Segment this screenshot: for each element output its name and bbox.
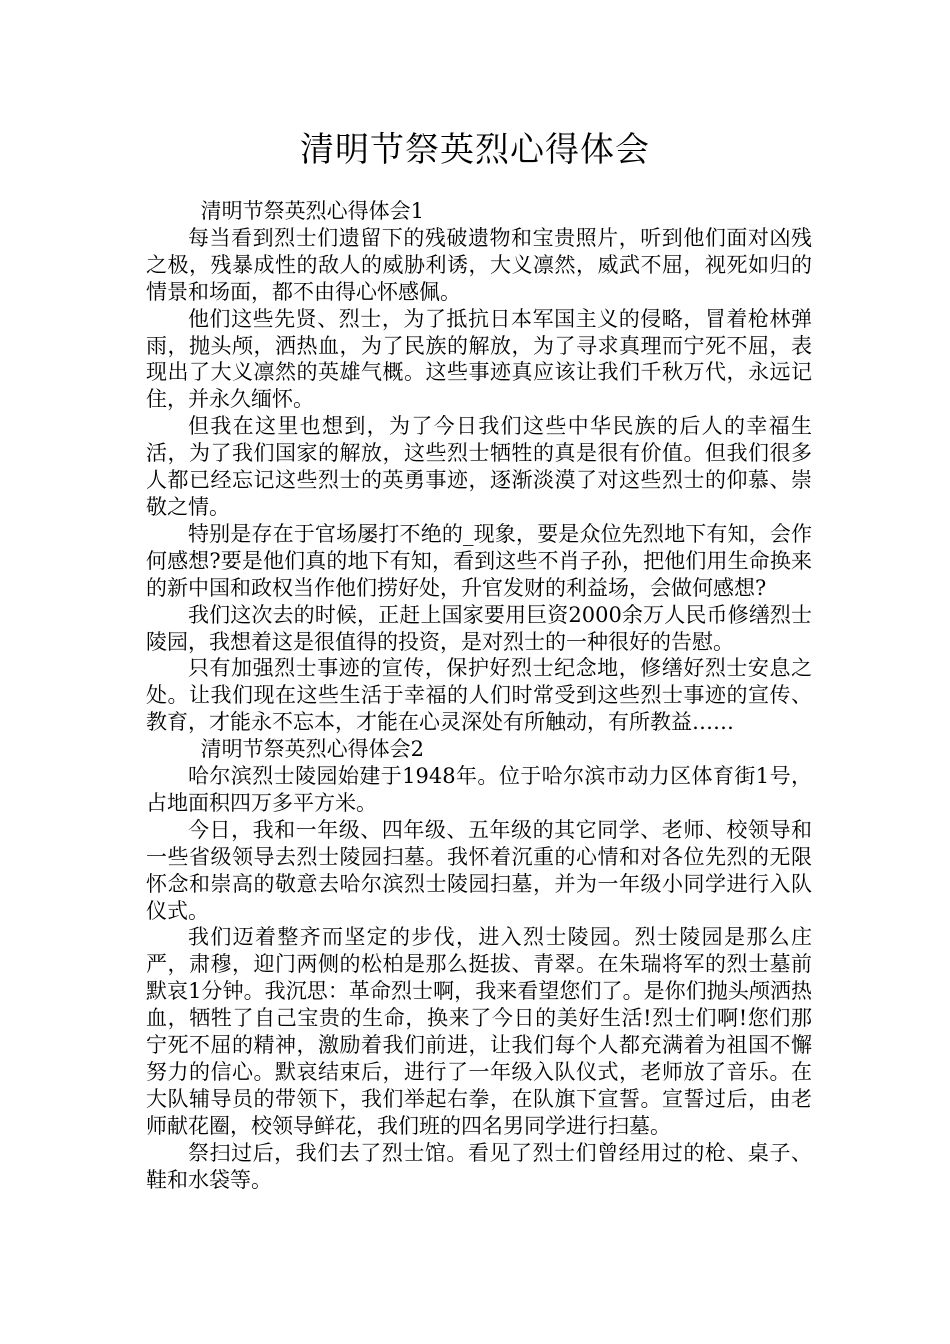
- section-heading: 清明节祭英烈心得体会1: [200, 199, 424, 223]
- paragraph: 特别是存在于官场屡打不绝的_现象，要是众位先烈地下有知，会作何感想?要是他们真的地下有知，看到这些不肖子孙，把他们用生命换来的新中国和政权当作他们捞好处，升官发财的利益场，会做何感想?: [146, 521, 812, 600]
- paragraph: 今日，我和一年级、四年级、五年级的其它同学、老师、校领导和一些省级领导去烈士陵园扫墓。我怀着沉重的心情和对各位先烈的无限怀念和崇高的敬意去哈尔滨烈士陵园扫墓，并为一年级小同学进行入队仪式。: [146, 817, 812, 923]
- paragraph: 我们这次去的时候，正赶上国家要用巨资2000余万人民币修缮烈士陵园，我想着这是很值得的投资，是对烈士的一种很好的告慰。: [146, 602, 812, 654]
- paragraph: 哈尔滨烈士陵园始建于1948年。位于哈尔滨市动力区体育街1号，占地面积四万多平方米。: [146, 764, 812, 815]
- paragraph: 祭扫过后，我们去了烈士馆。看见了烈士们曾经用过的枪、桌子、鞋和水袋等。: [146, 1140, 812, 1192]
- section-2: [146, 736, 812, 1193]
- paragraph: 我们迈着整齐而坚定的步伐，进入烈士陵园。烈士陵园是那么庄严，肃穆，迎门两侧的松柏是那么挺拔、青翠。在朱瑞将军的烈士墓前默哀1分钟。我沉思：革命烈士啊，我来看望您们了。是你们抛头颅洒热血，牺牲了自己宝贵的生命，换来了今日的美好生活!烈士们啊!您们那宁死不屈的精神，激励着我们前进，让我们每个人都充满着为祖国不懈努力的信心。默哀结束后，进行了一年级入队仪式，老师放了音乐。在大队辅导员的带领下，我们举起右拳，在队旗下宣誓。宣誓过后，由老师献花圈，校领导鲜花，我们班的四名男同学进行扫墓。: [146, 925, 812, 1138]
- section-heading: 清明节祭英烈心得体会2: [200, 737, 424, 762]
- document-body: [146, 198, 812, 1194]
- section-1: [146, 198, 812, 736]
- paragraph: 只有加强烈士事迹的宣传，保护好烈士纪念地，修缮好烈士安息之处。让我们现在这些生活于幸福的人们时常受到这些烈士事迹的宣传、教育，才能永不忘本，才能在心灵深处有所触动，有所教益……: [146, 656, 812, 735]
- document-title: 清明节祭英烈心得体会: [300, 130, 650, 170]
- paragraph: 他们这些先贤、烈士，为了抵抗日本军国主义的侵略，冒着枪林弹雨，抛头颅，洒热血，为了民族的解放，为了寻求真理而宁死不屈，表现出了大义凛然的英雄气概。这些事迹真应该让我们千秋万代，永远记住，并永久缅怀。: [146, 306, 812, 412]
- paragraph: 每当看到烈士们遗留下的残破遗物和宝贵照片，听到他们面对凶残之极，残暴成性的敌人的威胁利诱，大义凛然，威武不屈，视死如归的情景和场面，都不由得心怀感佩。: [146, 225, 812, 304]
- paragraph: 但我在这里也想到，为了今日我们这些中华民族的后人的幸福生活，为了我们国家的解放，这些烈士牺牲的真是很有价值。但我们很多人都已经忘记这些烈士的英勇事迹，逐渐淡漠了对这些烈士的仰慕、崇敬之情。: [146, 414, 812, 519]
